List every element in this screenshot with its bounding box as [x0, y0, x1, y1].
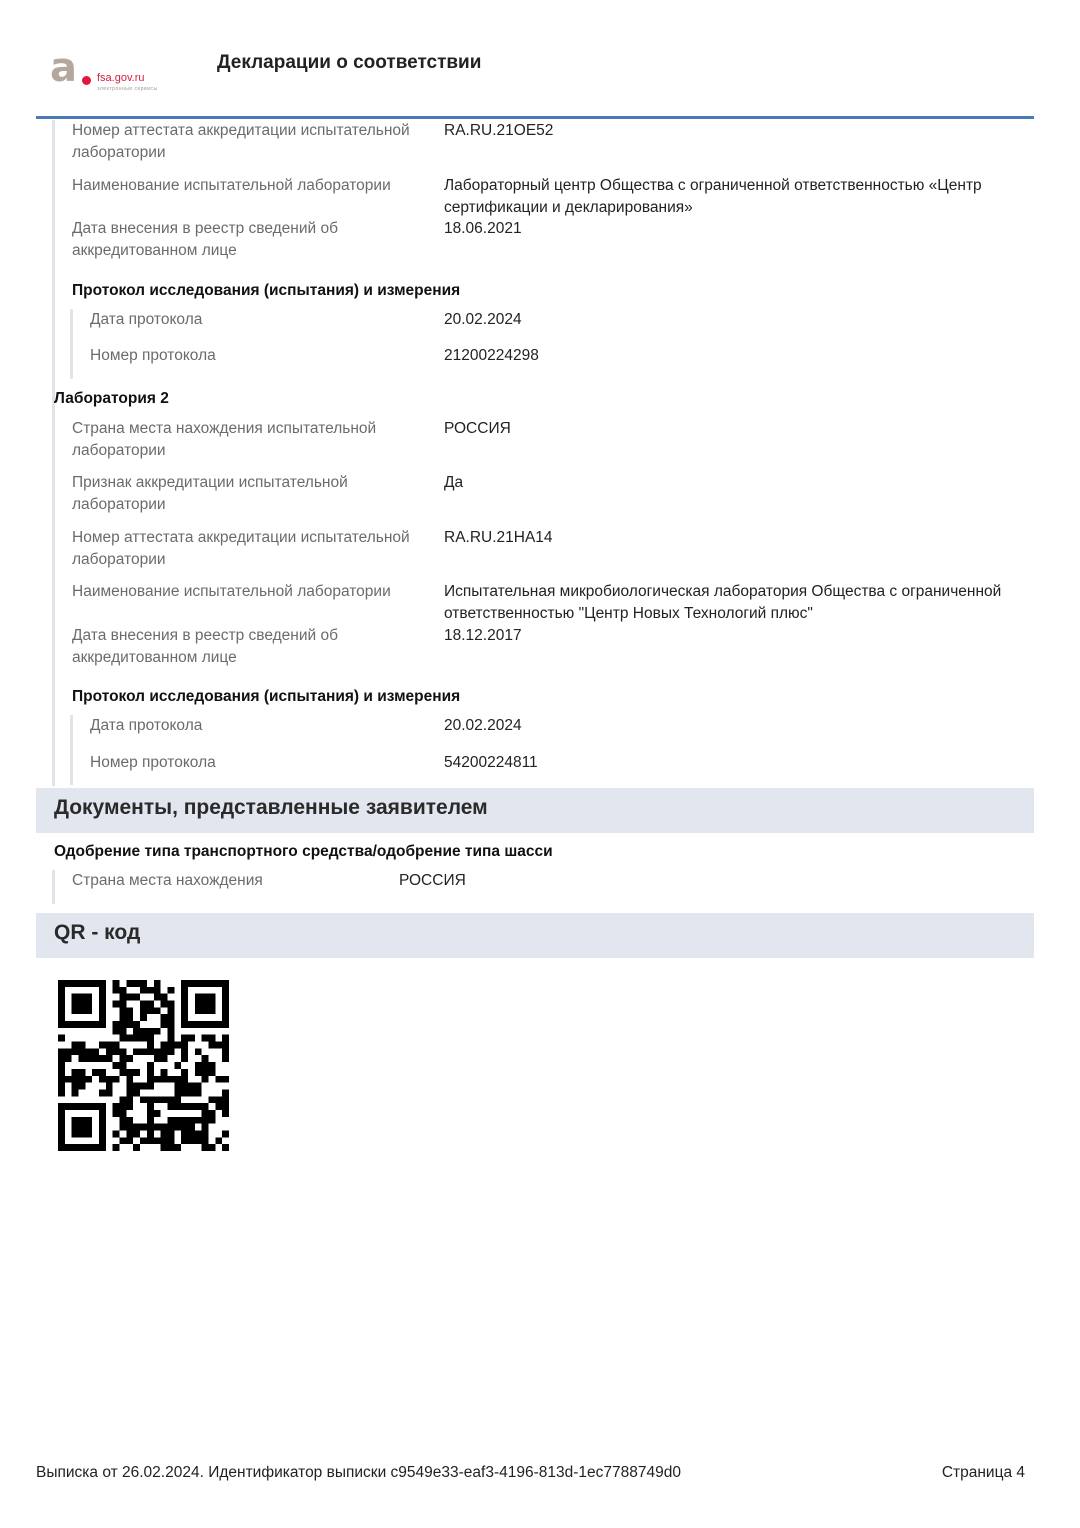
- lab2-country-label: Страна места нахождения испытательной лаборатории: [72, 420, 377, 459]
- lab2-accreditation-flag-label: Признак аккредитации испытательной лаборатории: [72, 474, 348, 513]
- page-number: Страница 4: [941, 1464, 1025, 1481]
- lab1-protocol-date-value: 20.02.2024: [444, 311, 522, 328]
- lab2-protocol-date-value: 20.02.2024: [444, 717, 522, 734]
- lab1-protocol-number-label: Номер протокола: [90, 347, 216, 364]
- logo-domain: fsa.gov.ru: [97, 72, 145, 84]
- lab1-protocol-heading: Протокол исследования (испытания) и измерения: [72, 282, 461, 299]
- protocol-guide-line: [70, 715, 73, 785]
- lab1-registry-date-label: Дата внесения в реестр сведений об аккредитованном лице: [72, 220, 338, 259]
- lab2-accreditation-flag-value: Да: [444, 474, 464, 491]
- lab2-protocol-date-label: Дата протокола: [90, 717, 203, 734]
- lab2-name-value: Испытательная микробиологическая лаборатория Общества с ограниченной ответственностью "Центр Новых Технологий плюс": [444, 583, 1002, 622]
- lab2-accreditation-number-label: Номер аттестата аккредитации испытательной лаборатории: [72, 529, 410, 568]
- lab2-registry-date-value: 18.12.2017: [444, 627, 522, 644]
- fsa-logo[interactable]: [50, 45, 180, 96]
- lab2-protocol-number-value: 54200224811: [444, 754, 538, 771]
- vehicle-type-approval-heading: Одобрение типа транспортного средства/одобрение типа шасси: [54, 843, 553, 860]
- logo-subtitle: электронные сервисы: [97, 86, 158, 92]
- lab2-protocol-heading: Протокол исследования (испытания) и измерения: [72, 688, 461, 705]
- qr-section-band: [36, 913, 1034, 958]
- lab1-accreditation-number-value: RA.RU.21OE52: [444, 122, 554, 139]
- qr-section-title: QR - код: [54, 921, 141, 944]
- lab2-guide-line: [52, 418, 55, 668]
- lab2-name-label: Наименование испытательной лаборатории: [72, 583, 391, 600]
- documents-guide-line: [52, 870, 55, 904]
- lab1-registry-date-value: 18.06.2021: [444, 220, 522, 237]
- lab1-accreditation-number-label: Номер аттестата аккредитации испытательной лаборатории: [72, 122, 410, 161]
- header-divider: [36, 116, 1034, 119]
- lab1-name-value: Лабораторный центр Общества с ограниченной ответственностью «Центр сертификации и декларирования»: [444, 177, 982, 216]
- lab1-name-label: Наименование испытательной лаборатории: [72, 177, 391, 194]
- qr-code-image: [58, 980, 229, 1151]
- lab2-country-value: РОССИЯ: [444, 420, 511, 437]
- logo-dot-icon: [82, 76, 91, 85]
- lab1-protocol-date-label: Дата протокола: [90, 311, 203, 328]
- logo-a-icon: a: [50, 45, 77, 91]
- page-header: [0, 0, 1080, 120]
- documents-section-band: [36, 788, 1034, 833]
- page-title: Декларации о соответствии: [217, 52, 482, 73]
- lab1-protocol-number-value: 21200224298: [444, 347, 539, 364]
- protocol-guide-line: [70, 309, 73, 379]
- documents-section-title: Документы, представленные заявителем: [54, 796, 488, 819]
- footer-extract-info: Выписка от 26.02.2024. Идентификатор выписки c9549e33-eaf3-4196-813d-1ec7788749d0: [36, 1464, 681, 1481]
- lab2-accreditation-number-value: RA.RU.21HA14: [444, 529, 553, 546]
- lab2-protocol-number-label: Номер протокола: [90, 754, 216, 771]
- documents-country-value: РОССИЯ: [399, 872, 466, 889]
- lab2-heading: Лаборатория 2: [54, 390, 169, 407]
- documents-country-label: Страна места нахождения: [72, 872, 263, 889]
- lab2-registry-date-label: Дата внесения в реестр сведений об аккредитованном лице: [72, 627, 338, 666]
